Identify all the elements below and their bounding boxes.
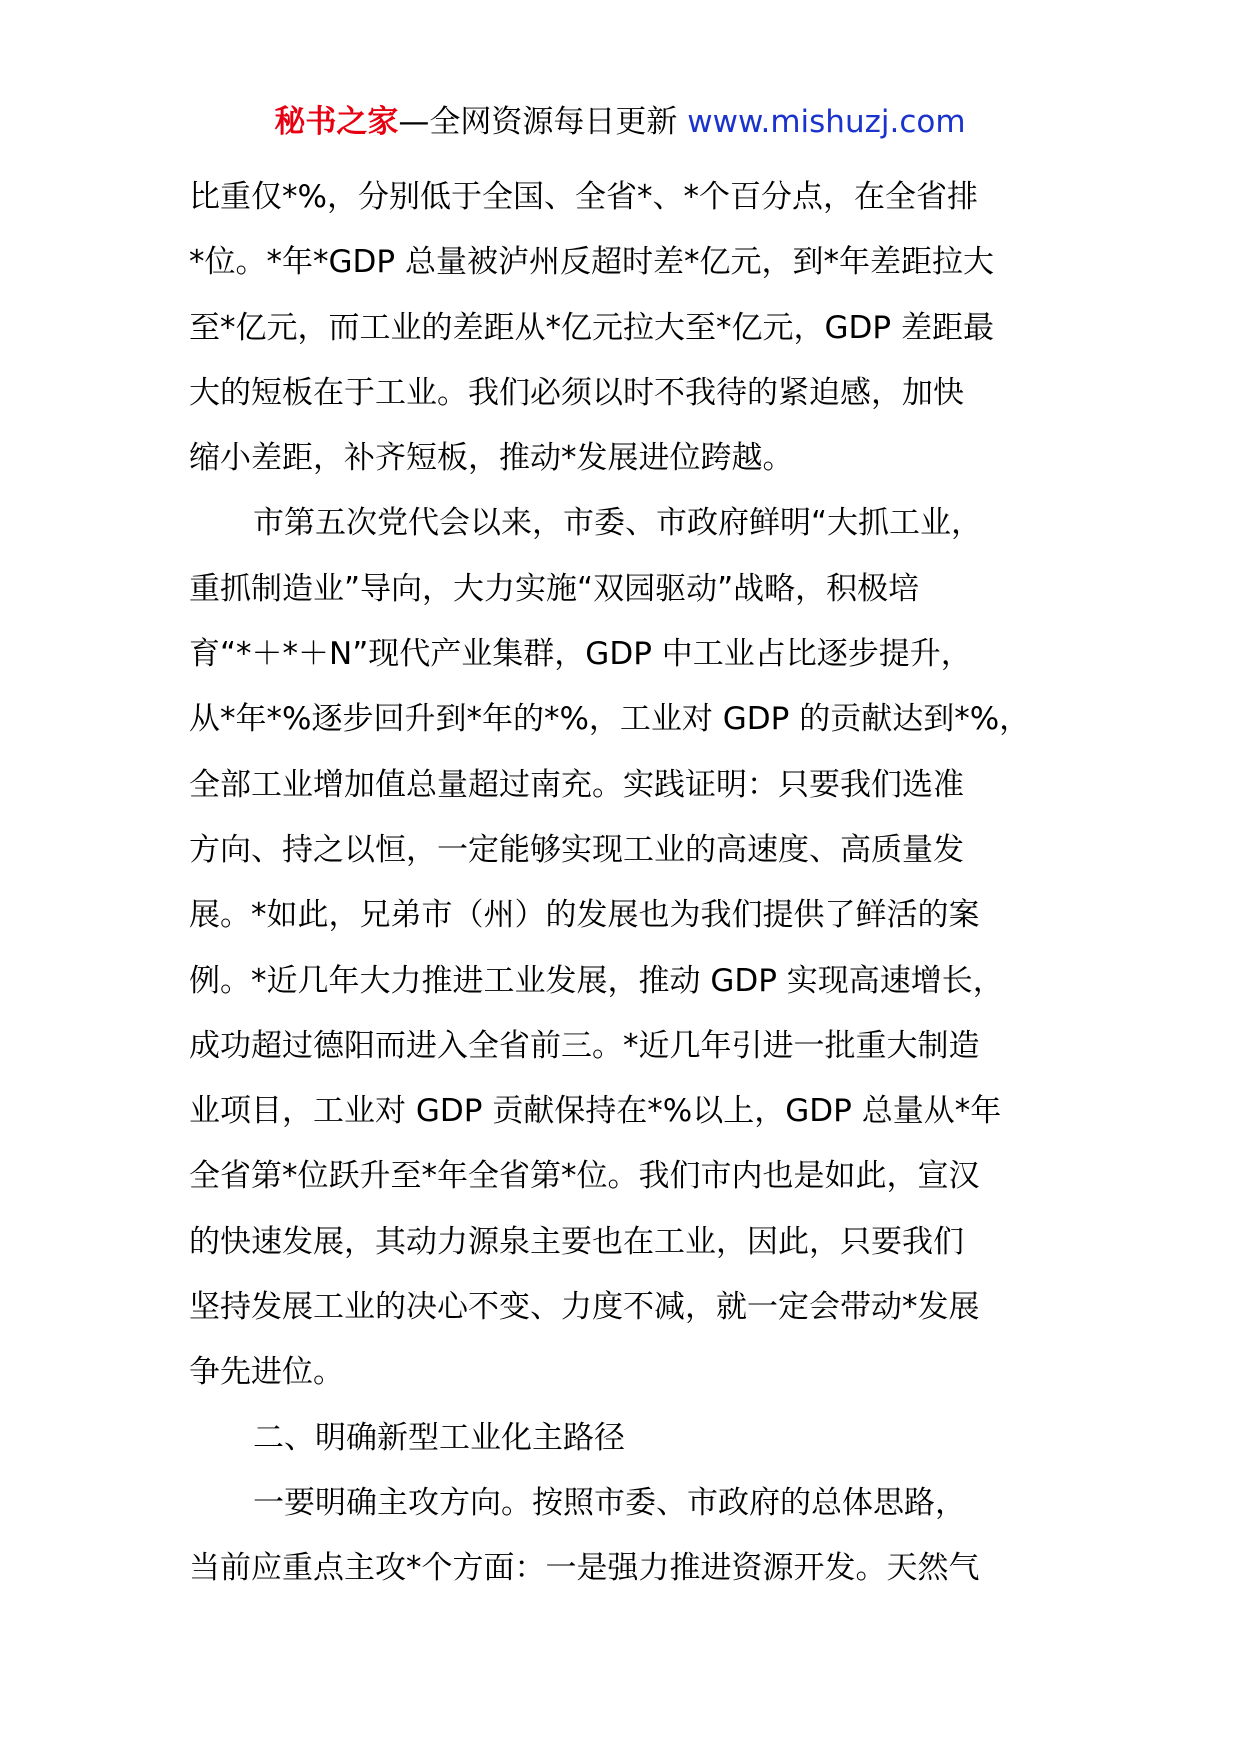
- text-line: 坚持发展工业的决心不变、力度不减，就一定会带动*发展: [189, 1289, 980, 1326]
- text-line: 展。*如此，兄弟市（州）的发展也为我们提供了鲜活的案: [189, 897, 980, 934]
- paragraph-first-line: 一要明确主攻方向。按照市委、市政府的总体思路，: [253, 1484, 966, 1521]
- text-line: 从*年*%逐步回升到*年的*%，工业对 GDP 的贡献达到*%，: [189, 701, 1031, 738]
- header-tagline: —全网资源每日更新: [398, 104, 678, 140]
- text-line: 例。*近几年大力推进工业发展，推动 GDP 实现高速增长，: [189, 962, 1004, 999]
- paragraph-first-line: 市第五次党代会以来，市委、市政府鲜明“大抓工业，: [253, 505, 983, 542]
- text-line: 方向、持之以恒，一定能够实现工业的高速度、高质量发: [189, 831, 964, 868]
- text-line: 至*亿元，而工业的差距从*亿元拉大至*亿元，GDP 差距最: [189, 309, 994, 346]
- text-line: 业项目，工业对 GDP 贡献保持在*%以上，GDP 总量从*年: [189, 1093, 1002, 1130]
- text-line: 当前应重点主攻*个方面：一是强力推进资源开发。天然气: [189, 1550, 980, 1587]
- website-url[interactable]: www.mishuzj.com: [677, 104, 966, 140]
- text-line: 争先进位。: [189, 1354, 344, 1391]
- text-line: 大的短板在于工业。我们必须以时不我待的紧迫感，加快: [189, 374, 964, 411]
- text-line: 重抓制造业”导向，大力实施“双园驱动”战略，积极培: [189, 570, 920, 607]
- text-line: 全部工业增加值总量超过南充。实践证明：只要我们选准: [189, 766, 964, 803]
- brand-name: 秘书之家: [274, 104, 399, 140]
- section-heading: 二、明确新型工业化主路径: [253, 1419, 625, 1456]
- text-line: 的快速发展，其动力源泉主要也在工业，因此，只要我们: [189, 1223, 964, 1260]
- text-line: 育“*＋*＋N”现代产业集群，GDP 中工业占比逐步提升，: [189, 636, 972, 673]
- page-header: [0, 100, 1240, 144]
- text-line: 缩小差距，补齐短板，推动*发展进位跨越。: [189, 440, 794, 477]
- text-line: 成功超过德阳而进入全省前三。*近几年引进一批重大制造: [189, 1027, 980, 1064]
- text-line: *位。*年*GDP 总量被泸州反超时差*亿元，到*年差距拉大: [189, 244, 994, 281]
- text-line: 比重仅*%，分别低于全国、全省*、*个百分点，在全省排: [189, 179, 978, 215]
- text-line: 全省第*位跃升至*年全省第*位。我们市内也是如此，宣汉: [189, 1158, 980, 1195]
- document-body: [189, 165, 1069, 1602]
